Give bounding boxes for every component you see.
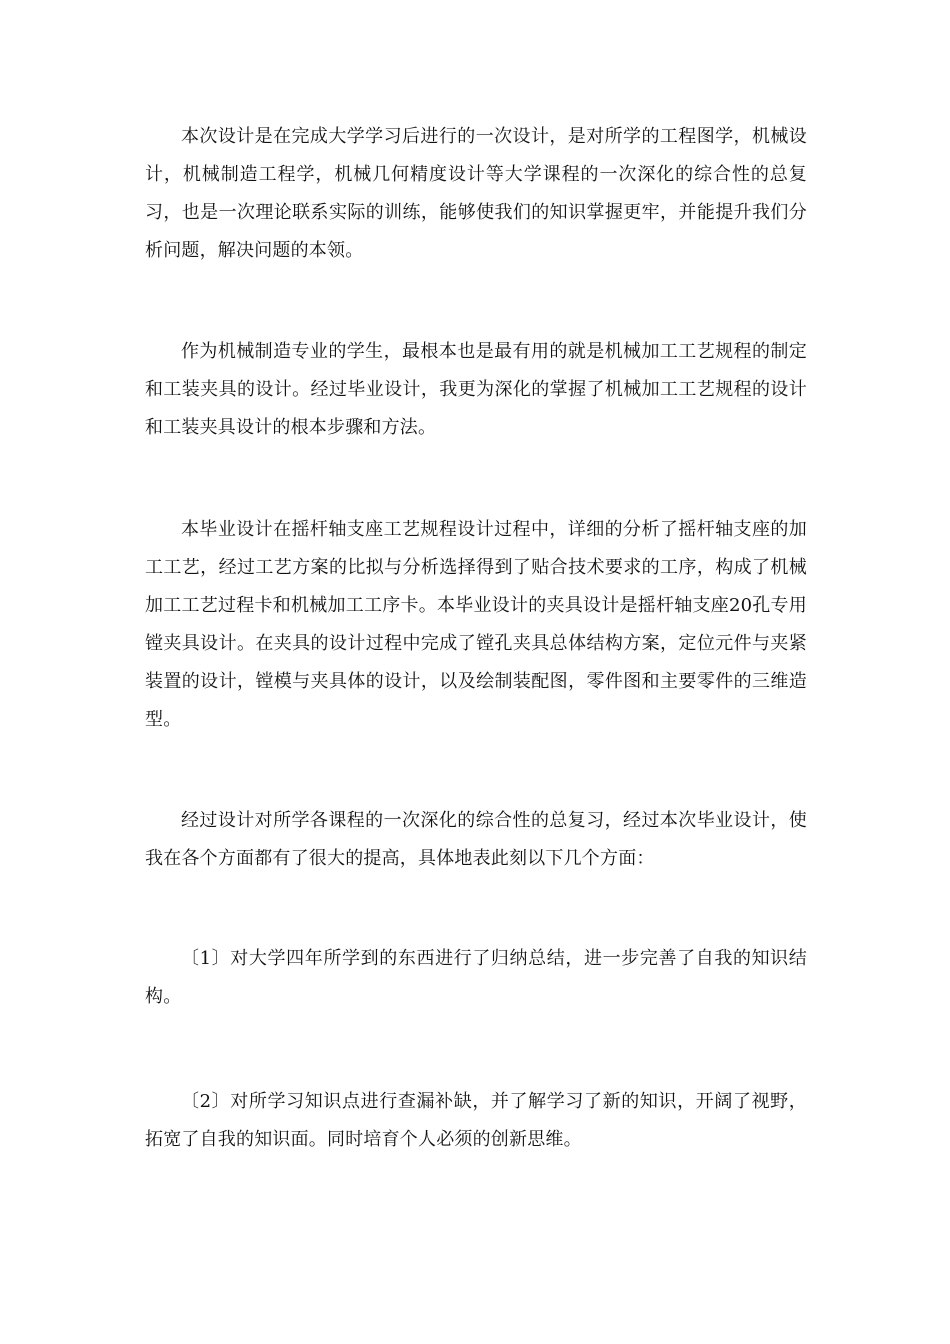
- paragraph-project-details: 本毕业设计在摇杆轴支座工艺规程设计过程中，详细的分析了摇杆轴支座的加工工艺，经过工艺方案的比拟与分析选择得到了贴合技术要求的工序，构成了机械加工工艺过程卡和机械加工工序卡。本毕业设计的夹具设计是摇杆轴支座20孔专用镗夹具设计。在夹具的设计过程中完成了镗孔夹具总体结构方案，定位元件与夹紧装置的设计，镗模与夹具体的设计，以及绘制装配图，零件图和主要零件的三维造型。: [145, 519, 807, 730]
- paragraph-student-perspective: 作为机械制造专业的学生，最根本也是最有用的就是机械加工工艺规程的制定和工装夹具的设计。经过毕业设计，我更为深化的掌握了机械加工工艺规程的设计和工装夹具设计的根本步骤和方法。: [145, 341, 807, 438]
- paragraph-design-overview: 本次设计是在完成大学学习后进行的一次设计，是对所学的工程图学，机械设计，机械制造工程学，机械几何精度设计等大学课程的一次深化的综合性的总复习，也是一次理论联系实际的训练，能够使我们的知识掌握更牢，并能提升我们分析问题，解决问题的本领。: [145, 126, 807, 261]
- paragraph-improvements-intro: 经过设计对所学各课程的一次深化的综合性的总复习，经过本次毕业设计，使我在各个方面都有了很大的提高，具体地表此刻以下几个方面：: [145, 810, 807, 869]
- list-item-1: 〔1〕对大学四年所学到的东西进行了归纳总结，进一步完善了自我的知识结构。: [145, 948, 807, 1007]
- list-item-2: 〔2〕对所学习知识点进行查漏补缺，并了解学习了新的知识，开阔了视野，拓宽了自我的知识面。同时培育个人必须的创新思维。: [145, 1091, 807, 1150]
